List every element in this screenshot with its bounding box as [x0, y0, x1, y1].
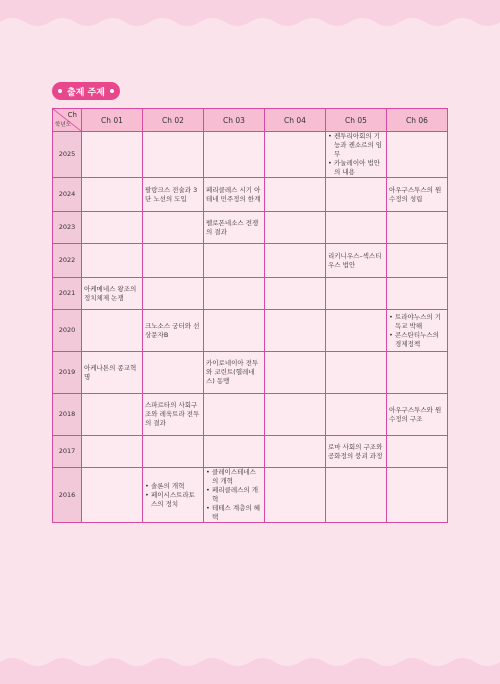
corner-bottom-label: 학년도 — [55, 122, 71, 128]
column-header: Ch 02 — [143, 109, 204, 132]
topic-cell — [204, 212, 265, 244]
year-cell: 2025 — [53, 132, 82, 178]
column-header: Ch 03 — [204, 109, 265, 132]
topic-cell — [387, 468, 448, 523]
year-cell: 2020 — [53, 310, 82, 352]
topic-cell — [204, 132, 265, 178]
topic-list-item: • 카눌레이아 법안의 내용 — [328, 159, 384, 177]
topic-cell — [82, 212, 143, 244]
topics-table — [52, 108, 448, 523]
topic-cell — [143, 436, 204, 468]
topic-cell — [143, 244, 204, 278]
topic-cell — [326, 244, 387, 278]
table-header-row — [53, 109, 448, 132]
topic-text: 로마 사회의 구조와 공화정의 붕괴 과정 — [328, 442, 383, 460]
year-cell: 2017 — [53, 436, 82, 468]
topic-cell — [387, 212, 448, 244]
topic-cell — [143, 394, 204, 436]
topic-cell — [204, 244, 265, 278]
topic-text: 카이로네이아 전투와 코린트(헬레네스) 동맹 — [206, 359, 259, 385]
topic-cell — [387, 278, 448, 310]
topic-cell — [387, 436, 448, 468]
year-cell: 2018 — [53, 394, 82, 436]
topic-list — [389, 313, 445, 349]
topic-cell — [387, 394, 448, 436]
corner-header — [53, 109, 82, 132]
topic-cell — [326, 132, 387, 178]
table-row — [53, 468, 448, 523]
topic-cell — [326, 278, 387, 310]
topic-cell — [265, 278, 326, 310]
topic-list — [206, 468, 262, 522]
topic-cell — [143, 352, 204, 394]
corner-top-label: Ch — [67, 111, 77, 119]
topic-cell — [143, 132, 204, 178]
topic-cell — [82, 244, 143, 278]
year-cell: 2022 — [53, 244, 82, 278]
topic-cell — [265, 212, 326, 244]
topic-cell — [204, 394, 265, 436]
badge-label: 출제 주제 — [67, 87, 105, 98]
topic-cell — [265, 178, 326, 212]
topic-text: 아케메네스 왕조의 정치체제 논쟁 — [84, 284, 137, 302]
topic-list-item: • 켄투리아회의 기능과 켄소르의 임무 — [328, 132, 384, 159]
topic-cell — [204, 310, 265, 352]
badge-dot-right — [110, 89, 114, 93]
topic-list-item: • 솔론의 개혁 — [145, 482, 201, 491]
column-header: Ch 06 — [387, 109, 448, 132]
topic-text: 아케나톤의 종교혁명 — [84, 363, 137, 381]
topic-cell — [387, 352, 448, 394]
topic-cell — [265, 436, 326, 468]
year-cell: 2021 — [53, 278, 82, 310]
topic-cell — [82, 468, 143, 523]
topic-cell — [204, 436, 265, 468]
topic-cell — [326, 310, 387, 352]
topic-list-item: • 테테스 계층의 혜택 — [206, 504, 262, 522]
topic-cell — [82, 352, 143, 394]
topic-cell — [326, 394, 387, 436]
topic-text: 아우구스투스의 원수정의 성립 — [389, 185, 442, 203]
table-row — [53, 244, 448, 278]
topic-cell — [265, 394, 326, 436]
topic-cell — [204, 178, 265, 212]
table-row — [53, 278, 448, 310]
topic-cell — [82, 278, 143, 310]
topic-text: 펠로폰네소스 전쟁의 결과 — [206, 218, 259, 236]
table-row — [53, 352, 448, 394]
topic-list — [145, 482, 201, 509]
topic-cell — [143, 310, 204, 352]
topic-cell — [326, 212, 387, 244]
bottom-wave-decoration — [0, 648, 500, 684]
topic-cell — [387, 310, 448, 352]
topic-cell — [387, 178, 448, 212]
topic-cell — [387, 244, 448, 278]
topic-text: 아우구스투스와 원수정의 구조 — [389, 405, 442, 423]
topic-cell — [82, 394, 143, 436]
topic-cell — [265, 352, 326, 394]
topic-text: 리키니우스–섹스티우스 법안 — [328, 251, 382, 269]
topic-cell — [82, 178, 143, 212]
topic-list-item: • 페리클레스의 개혁 — [206, 486, 262, 504]
topic-cell — [204, 278, 265, 310]
topic-cell — [143, 468, 204, 523]
topic-list-item: • 콘스탄티누스의 경제정책 — [389, 331, 445, 349]
topic-cell — [82, 436, 143, 468]
topic-cell — [265, 310, 326, 352]
column-header: Ch 01 — [82, 109, 143, 132]
topic-list — [328, 132, 384, 177]
topic-cell — [326, 436, 387, 468]
year-cell: 2024 — [53, 178, 82, 212]
topic-cell — [265, 468, 326, 523]
topic-cell — [265, 244, 326, 278]
topic-cell — [265, 132, 326, 178]
table-row — [53, 436, 448, 468]
table-row — [53, 394, 448, 436]
topic-cell — [387, 132, 448, 178]
topic-cell — [143, 278, 204, 310]
topic-text: 크노소스 궁터와 선상문자B — [145, 321, 200, 339]
topic-text: 페리클레스 시기 아테네 민주정의 한계 — [206, 185, 261, 203]
topic-cell — [143, 178, 204, 212]
topic-text: 팔랑크스 전술과 3단 노선의 도입 — [145, 185, 198, 203]
section-badge — [52, 82, 120, 100]
topic-cell — [143, 212, 204, 244]
column-header: Ch 04 — [265, 109, 326, 132]
top-wave-decoration — [0, 0, 500, 40]
topic-cell — [204, 468, 265, 523]
topic-list-item: • 페이시스트라토스의 정치 — [145, 491, 201, 509]
table-row — [53, 212, 448, 244]
badge-dot-left — [58, 89, 62, 93]
topic-cell — [326, 352, 387, 394]
year-cell: 2023 — [53, 212, 82, 244]
table-row — [53, 310, 448, 352]
table-row — [53, 132, 448, 178]
table-row — [53, 178, 448, 212]
topic-cell — [326, 178, 387, 212]
topic-text: 스파르타의 사회구조와 레욱트라 전투의 결과 — [145, 401, 200, 427]
topic-cell — [82, 310, 143, 352]
topic-cell — [82, 132, 143, 178]
topic-list-item: • 트라야누스의 기독교 박해 — [389, 313, 445, 331]
topic-list-item: • 클레이스테네스의 개혁 — [206, 468, 262, 486]
year-cell: 2016 — [53, 468, 82, 523]
column-header: Ch 05 — [326, 109, 387, 132]
topic-cell — [326, 468, 387, 523]
topic-cell — [204, 352, 265, 394]
year-cell: 2019 — [53, 352, 82, 394]
